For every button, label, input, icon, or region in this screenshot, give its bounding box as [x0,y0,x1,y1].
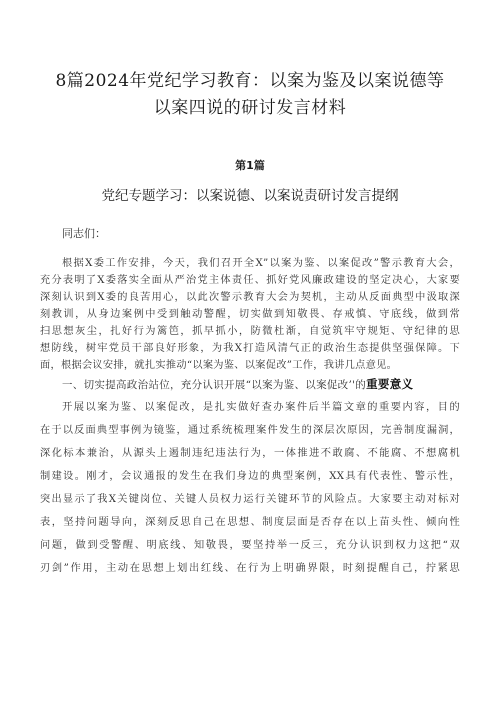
document-title-line-1: 8篇2024年党纪学习教育：以案为鉴及以案说德等 [55,71,445,91]
paragraph-line: 开展以案为鉴、以案促改，是扎实做好查办案件后半篇文章的重要内容，目的 [62,402,460,413]
paragraph-line: 根据X委工作安排，今天，我们召开全X”以案为鉴、以案促改”警示教育大会， [62,258,460,269]
section-heading-text: 一、切实提高政治站位，充分认识开展“以案为鉴、以案促改’'的 [62,379,367,391]
paragraph-line: 表，坚持问题导向，深刻反思自己在思想、制度层面是否存在以上苗头性、倾向性 [40,517,460,528]
paragraph-line: 制建设。刚才，会议通报的发生在我们身边的典型案例，XX具有代表性、警示性， [40,471,460,482]
paragraph-line: 深刻认识到X委的良苦用心，以此次警示教育大会为契机，主动从反面典型中汲取深 [40,292,460,303]
paragraph-line: 刻教训，从身边案例中受到触动警醒，切实做到知敬畏、存戒慎、守底线，做到常 [40,309,460,320]
article-number: 第1篇 [235,159,265,172]
paragraph-line: 想防线，树牢党员干部良好形象，为我X打造风清气正的政治生态提供坚强保障。下 [40,343,460,354]
paragraph-line: 充分表明了X委落实全面从严治党主体责任、抓好党风廉政建设的坚定决心，大家要 [40,275,460,286]
paragraph-line: 深化标本兼治，从源头上遏制违纪违法行为，一体推进不敢腐、不能腐、不想腐机 [40,448,460,459]
greeting: 同志们： [62,227,106,240]
paragraph-line: 刃剑”作用，主动在思想上划出红线、在行为上明确界限，时刻提醒自己，拧紧思 [40,563,460,574]
article-title: 党纪专题学习：以案说德、以案说责研讨发言提纲 [101,188,399,204]
paragraph-line: 在于以反面典型事例为镜鉴，通过系统梳理案件发生的深层次原因，完善制度漏洞， [40,425,460,436]
section-heading-emphasis: 重要意义 [366,377,414,391]
document-title-line-2: 以案四说的研讨发言材料 [153,98,347,118]
paragraph-line: 突出显示了我X关键岗位、关键人员权力运行关键环节的风险点。大家要主动对标对 [40,494,460,505]
paragraph-line: 面，根据会议安排，就扎实推动“以案为鉴、以案促改”工作，我讲几点意见。 [40,360,398,371]
section-heading-1 [62,376,413,392]
document-title [40,68,460,122]
paragraph-line: 问题，做到受警醒、明底线、知敬畏，要坚持举一反三，充分认识到权力这把“双 [40,540,460,551]
paragraph-line: 扫思想灰尘，扎好行为篱笆，抓早抓小，防微杜渐，自觉筑牢守规矩、守纪律的思 [40,326,460,337]
